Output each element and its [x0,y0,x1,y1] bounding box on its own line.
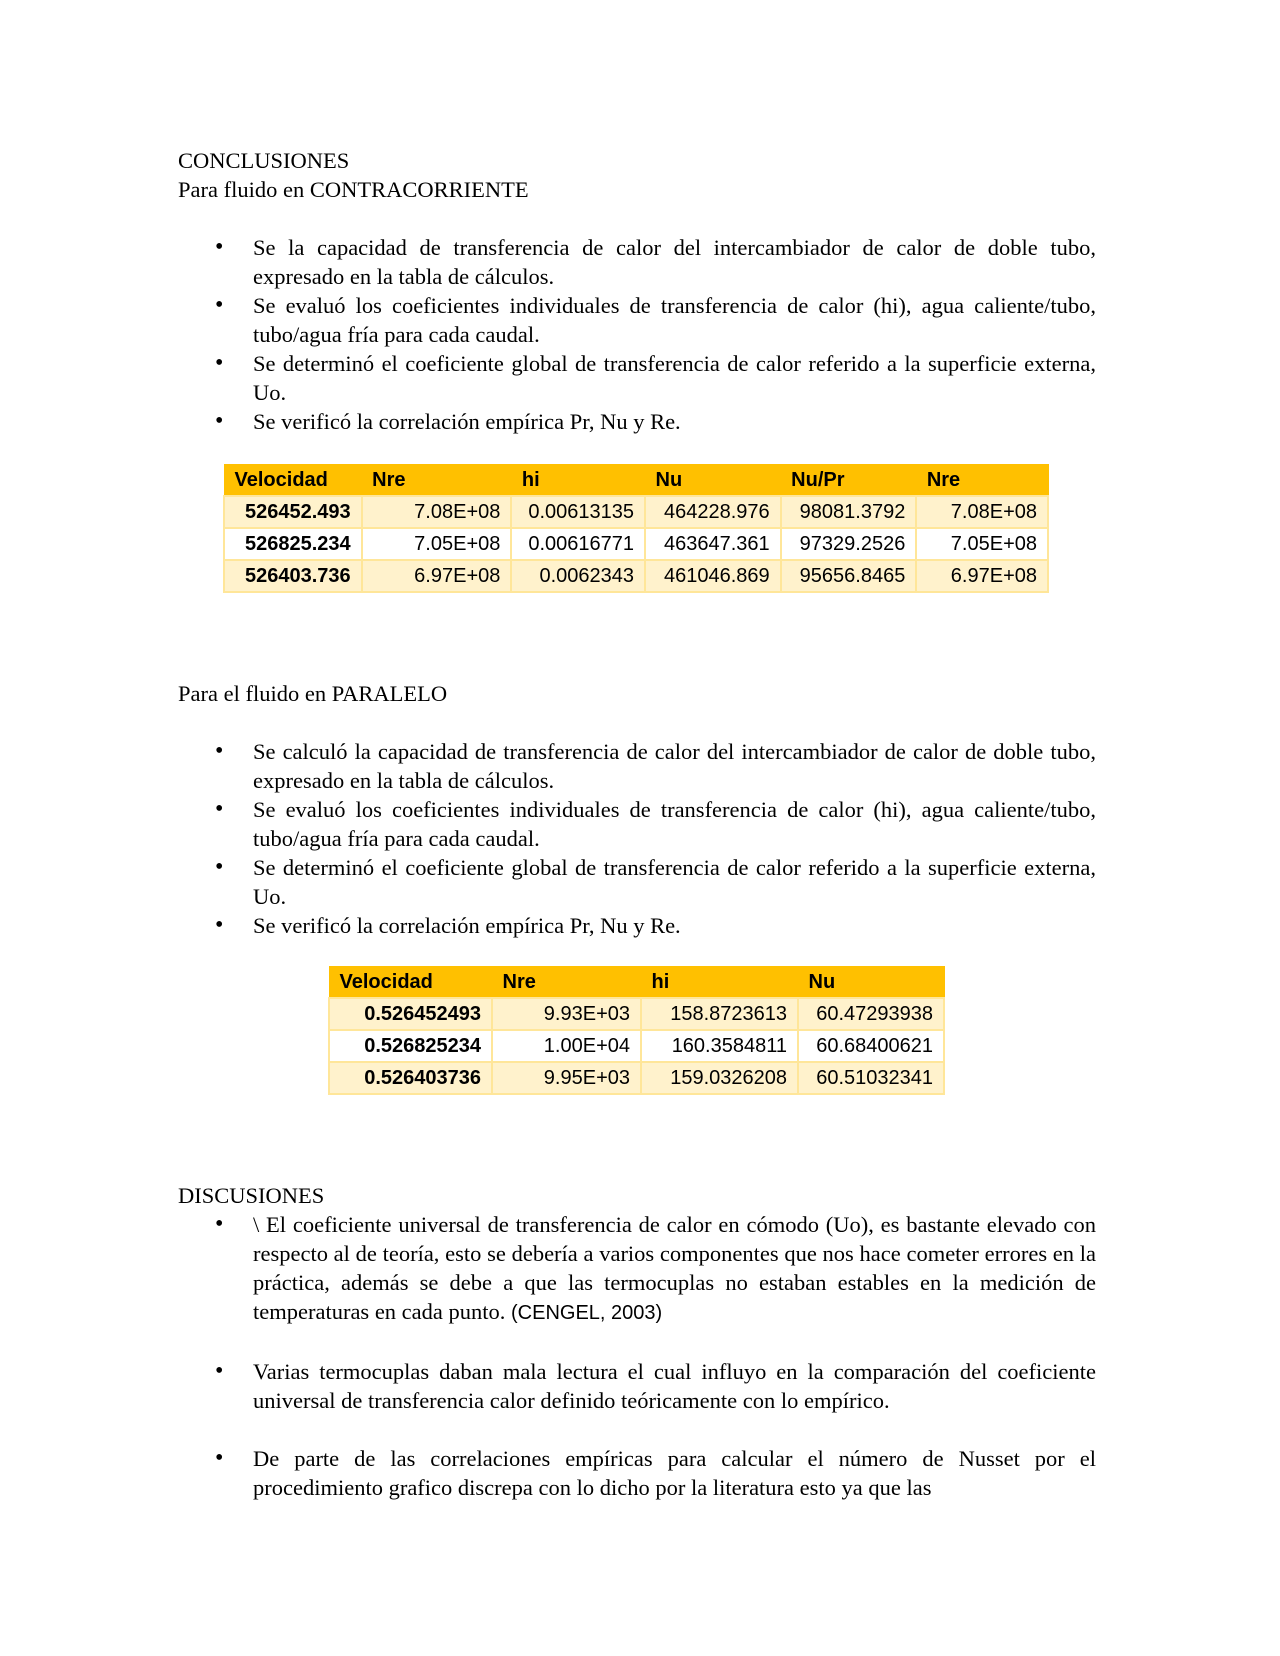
table-row [329,1030,944,1062]
discussions-heading: DISCUSIONES [178,1183,325,1208]
table-row [224,560,1048,592]
table-cell: 160.3584811 [641,1030,798,1062]
contra-results-table [223,464,1049,593]
table-cell: 0.526825234 [329,1030,492,1062]
table-cell: 0.526403736 [329,1062,492,1094]
table-cell: 6.97E+08 [916,560,1048,592]
list-item: • Varias termocuplas daban mala lectura el cual influyo en la comparación del coeficiente universal de transferencia calor definido teóricamente con lo empírico. [215,1358,1096,1413]
table-cell: 6.97E+08 [362,560,512,592]
citation: (CENGEL, 2003) [511,1302,663,1324]
conclusions-heading: CONCLUSIONES [178,148,350,173]
contra-bullet-list [178,233,1096,436]
column-header: Nre [492,967,641,999]
paralelo-bullet-list [178,737,1096,940]
bullet-icon: • [215,1358,224,1384]
contra-subheading: Para fluido en CONTRACORRIENTE [178,177,529,202]
paralelo-results-table [328,966,945,1095]
column-header: Nre [362,465,512,497]
table-cell: 60.47293938 [798,998,944,1030]
table-cell: 158.8723613 [641,998,798,1030]
bullet-icon: • [215,796,224,822]
table-cell: 9.93E+03 [492,998,641,1030]
table-cell: 7.05E+08 [362,528,512,560]
table-cell: 0.00616771 [511,528,645,560]
bullet-icon: • [215,234,224,260]
list-item: • Se evaluó los coeficientes individuales de transferencia de calor (hi), agua caliente/tubo, tubo/agua fría para cada caudal. [215,292,1096,347]
column-header: Nu [798,967,944,999]
list-item: • Se verificó la correlación empírica Pr, Nu y Re. [215,408,681,434]
table-cell: 461046.869 [645,560,781,592]
table-cell: 60.51032341 [798,1062,944,1094]
list-item: • Se determinó el coeficiente global de transferencia de calor referido a la superficie externa, Uo. [215,350,1096,405]
column-header: Velocidad [224,465,362,497]
table-header-row [224,465,1048,497]
bullet-icon: • [215,912,224,938]
table-cell: 97329.2526 [781,528,917,560]
table-row [224,528,1048,560]
list-item: • Se evaluó los coeficientes individuales de transferencia de calor (hi), agua caliente/tubo, tubo/agua fría para cada caudal. [215,796,1096,851]
table-row [224,496,1048,528]
bullet-icon: • [215,350,224,376]
table-cell: 464228.976 [645,496,781,528]
column-header: Nu/Pr [781,465,917,497]
bullet-icon: • [215,738,224,764]
column-header: hi [641,967,798,999]
list-item: • Se verificó la correlación empírica Pr, Nu y Re. [215,912,681,938]
column-header: Nu [645,465,781,497]
list-item: • \ El coeficiente universal de transferencia de calor en cómodo (Uo), es bastante elevado con respecto al de teoría, esto se debería a varios componentes que nos hace cometer errores en la práctica, además se debe a que las termocuplas no estaban estables en la medición de temperaturas en cada punto. (CENGEL, 2003) [215,1211,1096,1324]
bullet-icon: • [215,292,224,318]
bullet-icon: • [215,408,224,434]
table-cell: 0.526452493 [329,998,492,1030]
table-header-row [329,967,944,999]
table-cell: 0.0062343 [511,560,645,592]
table-cell: 526452.493 [224,496,362,528]
list-item: • De parte de las correlaciones empíricas para calcular el número de Nusset por el procedimiento grafico discrepa con lo dicho por la literatura esto ya que las [215,1445,1096,1500]
table-cell: 0.00613135 [511,496,645,528]
table-cell: 95656.8465 [781,560,917,592]
table-cell: 526403.736 [224,560,362,592]
column-header: hi [511,465,645,497]
table-cell: 9.95E+03 [492,1062,641,1094]
table-cell: 159.0326208 [641,1062,798,1094]
table-cell: 7.05E+08 [916,528,1048,560]
table-cell: 1.00E+04 [492,1030,641,1062]
paralelo-subheading: Para el fluido en PARALELO [178,681,448,706]
list-item: • Se determinó el coeficiente global de transferencia de calor referido a la superficie externa, Uo. [215,854,1096,909]
list-item: • Se calculó la capacidad de transferencia de calor del intercambiador de calor de doble tubo, expresado en la tabla de cálculos. [215,738,1096,793]
table-cell: 60.68400621 [798,1030,944,1062]
table-row [329,998,944,1030]
bullet-icon: • [215,1445,224,1471]
table-cell: 7.08E+08 [362,496,512,528]
table-cell: 463647.361 [645,528,781,560]
discussions-bullet-list [178,1210,1096,1502]
table-cell: 98081.3792 [781,496,917,528]
bullet-icon: • [215,854,224,880]
table-cell: 7.08E+08 [916,496,1048,528]
column-header: Velocidad [329,967,492,999]
table-cell: 526825.234 [224,528,362,560]
table-row [329,1062,944,1094]
column-header: Nre [916,465,1048,497]
list-item: • Se la capacidad de transferencia de calor del intercambiador de calor de doble tubo, expresado en la tabla de cálculos. [215,234,1096,289]
bullet-icon: • [215,1211,224,1237]
